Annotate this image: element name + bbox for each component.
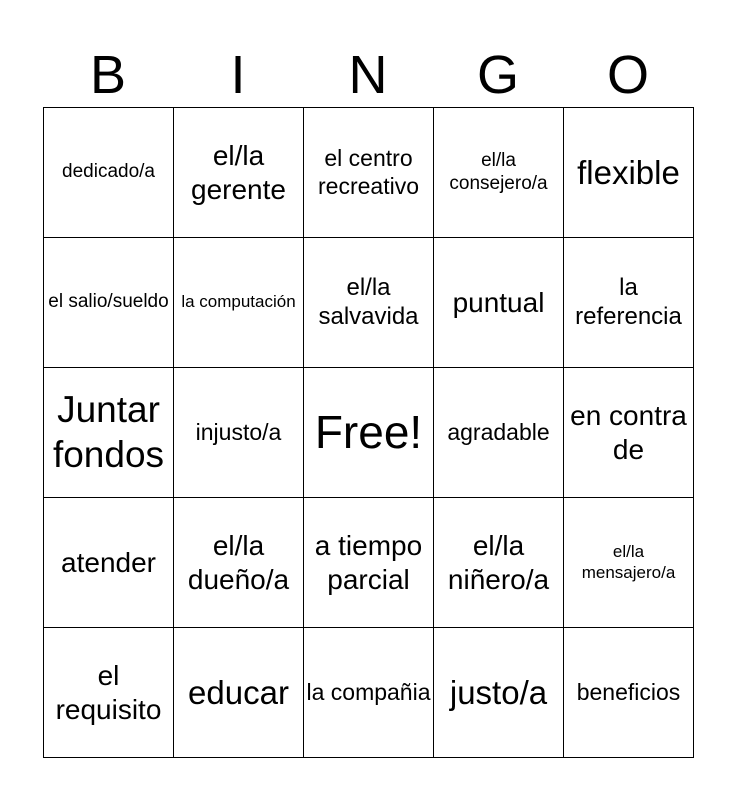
cell-text: el centro recreativo [318, 144, 419, 199]
cell-text: en contra de [570, 399, 687, 465]
bingo-cell[interactable] [434, 238, 564, 368]
header-letter-n: N [348, 45, 388, 105]
cell-text: justo/a [449, 673, 548, 711]
bingo-cell[interactable] [564, 628, 694, 758]
cell-text: el/la gerente [191, 139, 286, 205]
cell-text: la referencia [575, 273, 682, 330]
cell-text: la computación [181, 292, 296, 312]
bingo-cell[interactable] [564, 368, 694, 498]
header-letter-b: B [89, 45, 127, 105]
bingo-cell[interactable] [174, 498, 304, 628]
bingo-cell[interactable] [564, 498, 694, 628]
bingo-cell[interactable] [304, 628, 434, 758]
cell-text: educar [188, 673, 289, 711]
cell-text: dedicado/a [62, 161, 155, 183]
bingo-cell[interactable] [174, 368, 304, 498]
bingo-cell[interactable] [174, 108, 304, 238]
bingo-cell[interactable] [44, 238, 174, 368]
bingo-cell[interactable] [434, 628, 564, 758]
cell-text: el/la dueño/a [187, 529, 290, 595]
cell-text: el/la niñero/a [447, 529, 550, 595]
bingo-cell[interactable] [304, 108, 434, 238]
bingo-cell[interactable] [304, 498, 434, 628]
free-space-text: Free! [314, 405, 423, 458]
cell-text: puntual [452, 286, 545, 318]
bingo-cell[interactable] [564, 108, 694, 238]
cell-text: el salio/sueldo [48, 291, 169, 313]
bingo-header [43, 44, 693, 106]
bingo-card-grid [43, 107, 694, 758]
bingo-cell[interactable] [174, 628, 304, 758]
cell-text: flexible [577, 153, 680, 191]
cell-text: el/la consejero/a [449, 149, 548, 194]
cell-text: el/la salvavida [318, 273, 419, 330]
bingo-cell[interactable] [434, 368, 564, 498]
cell-text: a tiempo parcial [314, 529, 423, 595]
cell-text: agradable [447, 418, 550, 445]
bingo-cell[interactable] [434, 108, 564, 238]
bingo-cell[interactable] [44, 108, 174, 238]
bingo-cell[interactable] [564, 238, 694, 368]
bingo-cell[interactable] [434, 498, 564, 628]
bingo-cell[interactable] [44, 368, 174, 498]
bingo-cell[interactable] [304, 238, 434, 368]
cell-text: el requisito [55, 659, 162, 725]
cell-text: el/la mensajero/a [581, 542, 676, 582]
cell-text: atender [61, 546, 156, 578]
bingo-cell[interactable] [174, 238, 304, 368]
cell-text: la compañia [306, 678, 431, 705]
bingo-cell[interactable] [44, 628, 174, 758]
cell-text: injusto/a [195, 418, 282, 445]
header-letter-o: O [606, 45, 649, 105]
cell-text: Juntar fondos [52, 389, 165, 475]
header-letter-g: G [476, 45, 519, 105]
header-letter-i: I [230, 45, 246, 105]
bingo-cell[interactable] [44, 498, 174, 628]
free-space-cell[interactable] [304, 368, 434, 498]
cell-text: beneficios [576, 678, 681, 705]
